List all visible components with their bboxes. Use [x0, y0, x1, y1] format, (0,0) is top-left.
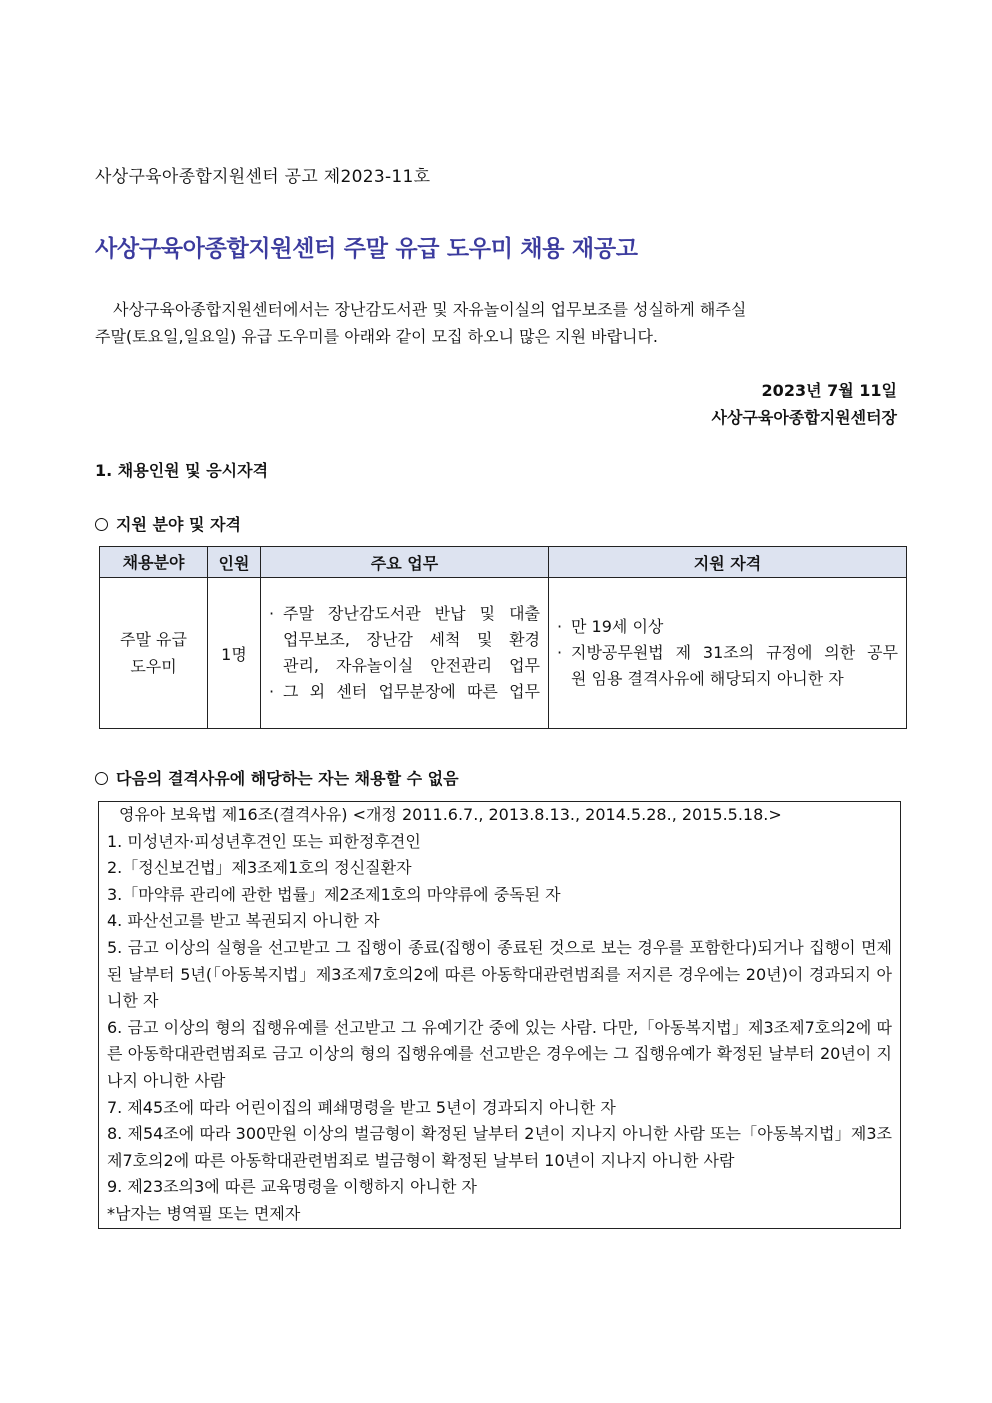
subsection-fields-label: 지원 분야 및 자격	[116, 515, 241, 534]
field-line-1: 주말 유급	[120, 630, 187, 649]
bullet-dot-icon: ·	[269, 604, 275, 623]
list-item: 1. 미성년자·피성년후견인 또는 피한정후견인	[107, 831, 421, 851]
table-row	[100, 578, 907, 729]
intro-line-1: 사상구육아종합지원센터에서는 장난감도서관 및 자유놀이실의 업무보조를 성실하게 해주실	[113, 300, 747, 319]
field-line-2: 도우미	[130, 657, 177, 676]
qual-bullet-1	[549, 614, 898, 640]
cell-field	[100, 578, 208, 729]
list-item: 6. 금고 이상의 형의 집행유예를 선고받고 그 유예기간 중에 있는 사람. 다만,「아동복지법」제3조제7호의2에 따른 아동학대관련범죄로 금고 이상의 형의 집행유예를 선고받은 경우에는 그 집행유예가 확정된 날부터 20년이 지나지 아니한 사람	[107, 1017, 892, 1090]
cell-count: 1명	[208, 578, 261, 729]
recruitment-table	[99, 546, 907, 729]
cell-qualification	[549, 578, 907, 729]
qual-line-3: 원 임용 결격사유에 해당되지 아니한 자	[571, 669, 844, 688]
qual-bullet-2	[549, 640, 898, 692]
issuing-organization: 사상구육아종합지원센터장	[711, 408, 897, 427]
bullet-dot-icon: ·	[557, 643, 563, 662]
qual-line-1: 만 19세 이상	[571, 617, 664, 636]
header-field: 채용분야	[100, 547, 208, 578]
military-note: *남자는 병역필 또는 면제자	[107, 1203, 301, 1223]
list-item: 8. 제54조에 따라 300만원 이상의 벌금형이 확정된 날부터 2년이 지나지 아니한 사람 또는「아동복지법」제3조제7호의2에 따른 아동학대관련범죄로 벌금형이 확정된 날부터 10년이 지나지 아니한 사람	[107, 1124, 892, 1170]
header-count: 인원	[208, 547, 261, 578]
list-item: 4. 파산선고를 받고 복권되지 아니한 자	[107, 911, 380, 931]
duty-bullet-1	[261, 601, 540, 679]
list-item: 7. 제45조에 따라 어린이집의 폐쇄명령을 받고 5년이 경과되지 아니한 자	[107, 1097, 616, 1117]
subsection-disqualification-title	[95, 766, 459, 789]
header-qualification: 지원 자격	[549, 547, 907, 578]
bullet-dot-icon: ·	[557, 617, 563, 636]
subsection-fields-title	[95, 512, 241, 535]
notice-number: 사상구육아종합지원센터 공고 제2023-11호	[95, 167, 431, 187]
duty-line-2: 업무보조, 장난감 세척 및 환경	[283, 630, 540, 649]
cell-duties	[261, 578, 549, 729]
subsection-disqualification-label: 다음의 결격사유에 해당하는 자는 채용할 수 없음	[116, 769, 459, 788]
intro-paragraph	[95, 296, 905, 350]
list-item: 9. 제23조의3에 따른 교육명령을 이행하지 아니한 자	[107, 1177, 477, 1197]
duty-line-1: 주말 장난감도서관 반납 및 대출	[283, 604, 540, 623]
duty-line-4: 그 외 센터 업무분장에 따른 업무	[283, 682, 540, 701]
header-duties: 주요 업무	[261, 547, 549, 578]
circle-bullet-icon	[95, 518, 108, 531]
list-item: 2.「정신보건법」제3조제1호의 정신질환자	[107, 858, 412, 878]
section-1-title: 1. 채용인원 및 응시자격	[95, 461, 269, 480]
list-item: 5. 금고 이상의 실형을 선고받고 그 집행이 종료(집행이 종료된 것으로 보는 경우를 포함한다)되거나 집행이 면제된 날부터 5년(「아동복지법」제3조제7호의2에 따른 아동학대관련범죄를 저지른 경우에는 20년)이 경과되지 아니한 자	[107, 937, 892, 1011]
qual-line-2: 지방공무원법 제 31조의 규정에 의한 공무	[571, 643, 898, 662]
list-item: 3.「마약류 관리에 관한 법률」제2조제1호의 마약류에 중독된 자	[107, 884, 561, 904]
intro-line-2: 주말(토요일,일요일) 유급 도우미를 아래와 같이 모집 하오니 많은 지원 바랍니다.	[95, 327, 659, 346]
disqualification-header: 영유아 보육법 제16조(결격사유) <개정 2011.6.7., 2013.8.13., 2014.5.28., 2015.5.18.>	[119, 805, 782, 824]
table-header-row	[100, 547, 907, 578]
page-title: 사상구육아종합지원센터 주말 유급 도우미 채용 재공고	[95, 236, 638, 262]
disqualification-box	[98, 801, 901, 1229]
duty-line-3: 관리, 자유놀이실 안전관리 업무	[283, 656, 540, 675]
notice-date: 2023년 7월 11일	[761, 381, 897, 400]
duty-bullet-2	[261, 679, 540, 705]
circle-bullet-icon	[95, 772, 108, 785]
bullet-dot-icon: ·	[269, 682, 275, 701]
